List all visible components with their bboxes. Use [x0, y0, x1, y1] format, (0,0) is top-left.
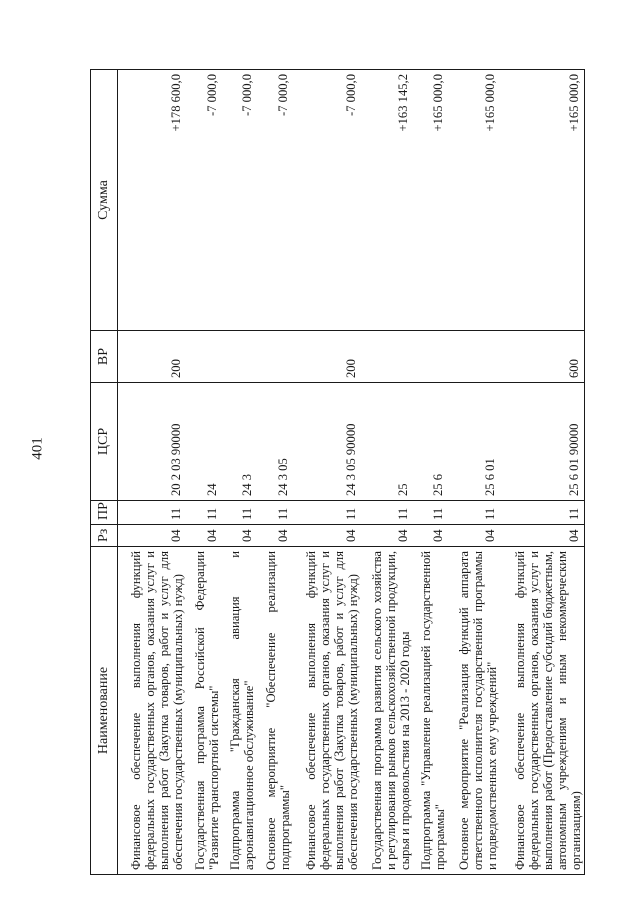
cell-rz: 04	[186, 525, 222, 547]
table-row	[361, 70, 413, 875]
cell-vr	[186, 331, 222, 383]
cell-name: Подпрограмма "Управление реализацией государственной программы"	[413, 547, 449, 875]
cell-sum: +163 145,2	[361, 70, 413, 331]
cell-pr: 11	[413, 501, 449, 525]
cell-rz: 04	[500, 525, 585, 547]
cell-rz: 04	[413, 525, 449, 547]
cell-sum: -7 000,0	[222, 70, 258, 331]
cell-csr: 20 2 03 90000	[118, 383, 186, 501]
cell-vr: 200	[293, 331, 361, 383]
cell-vr: 600	[500, 331, 585, 383]
cell-sum: -7 000,0	[293, 70, 361, 331]
cell-name: Подпрограмма "Гражданская авиация и аэронавигационное обслуживание"	[222, 547, 258, 875]
header-rz: Рз	[91, 525, 118, 547]
table-row	[186, 70, 222, 875]
rotated-table-container	[90, 70, 585, 875]
cell-csr: 24 3 05 90000	[293, 383, 361, 501]
cell-vr: 200	[118, 331, 186, 383]
cell-sum: +178 600,0	[118, 70, 186, 331]
cell-csr: 24 3	[222, 383, 258, 501]
cell-csr: 24 3 05	[257, 383, 293, 501]
cell-pr: 11	[257, 501, 293, 525]
header-csr: ЦСР	[91, 383, 118, 501]
cell-csr: 25 6 01 90000	[500, 383, 585, 501]
table-row	[222, 70, 258, 875]
cell-name: Основное мероприятие "Обеспечение реализации подпрограммы"	[257, 547, 293, 875]
cell-csr: 25 6 01	[448, 383, 500, 501]
cell-sum: -7 000,0	[257, 70, 293, 331]
cell-rz: 04	[293, 525, 361, 547]
cell-sum: +165 000,0	[413, 70, 449, 331]
cell-pr: 11	[361, 501, 413, 525]
cell-vr	[448, 331, 500, 383]
header-sum: Сумма	[91, 70, 118, 331]
header-vr: ВР	[91, 331, 118, 383]
cell-name: Основное мероприятие "Реализация функций аппарата ответственного исполнителя государственной программы и подведомственных ему учреждений"	[448, 547, 500, 875]
cell-name: Финансовое обеспечение выполнения функций федеральных государственных органов, оказания услуг и выполнения работ (Предоставление субсидий бюджетным, автономным учреждениям и иным некоммерческим организациям)	[500, 547, 585, 875]
cell-vr	[222, 331, 258, 383]
cell-pr: 11	[500, 501, 585, 525]
cell-vr	[413, 331, 449, 383]
cell-pr: 11	[118, 501, 186, 525]
cell-vr	[361, 331, 413, 383]
table-row	[257, 70, 293, 875]
cell-pr: 11	[222, 501, 258, 525]
cell-pr: 11	[448, 501, 500, 525]
header-pr: ПР	[91, 501, 118, 525]
cell-rz: 04	[361, 525, 413, 547]
cell-rz: 04	[448, 525, 500, 547]
table-row	[413, 70, 449, 875]
cell-name: Финансовое обеспечение выполнения функций федеральных государственных органов, оказания услуг и выполнения работ (Закупка товаров, работ и услуг для обеспечения государственных (муниципальных) нужд)	[293, 547, 361, 875]
table-row	[293, 70, 361, 875]
cell-pr: 11	[186, 501, 222, 525]
cell-pr: 11	[293, 501, 361, 525]
header-name: Наименование	[91, 547, 118, 875]
cell-sum: +165 000,0	[500, 70, 585, 331]
cell-name: Государственная программа развития сельского хозяйства и регулирования рынков сельскохозяйственной продукции, сырья и продовольствия на 2013 - 2020 годы	[361, 547, 413, 875]
cell-name: Финансовое обеспечение выполнения функций федеральных государственных органов, оказания услуг и выполнения работ (Закупка товаров, работ и услуг для обеспечения государственных (муниципальных) нужд)	[118, 547, 186, 875]
cell-sum: +165 000,0	[448, 70, 500, 331]
table-header-row	[91, 70, 118, 875]
table-row	[500, 70, 585, 875]
table-row	[118, 70, 186, 875]
table-row	[448, 70, 500, 875]
cell-csr: 25	[361, 383, 413, 501]
cell-rz: 04	[222, 525, 258, 547]
cell-vr	[257, 331, 293, 383]
cell-csr: 25 6	[413, 383, 449, 501]
cell-csr: 24	[186, 383, 222, 501]
cell-rz: 04	[118, 525, 186, 547]
cell-sum: -7 000,0	[186, 70, 222, 331]
cell-rz: 04	[257, 525, 293, 547]
cell-name: Государственная программа Российской Федерации "Развитие транспортной системы"	[186, 547, 222, 875]
budget-table	[90, 69, 585, 875]
page-number: 401	[29, 437, 46, 460]
